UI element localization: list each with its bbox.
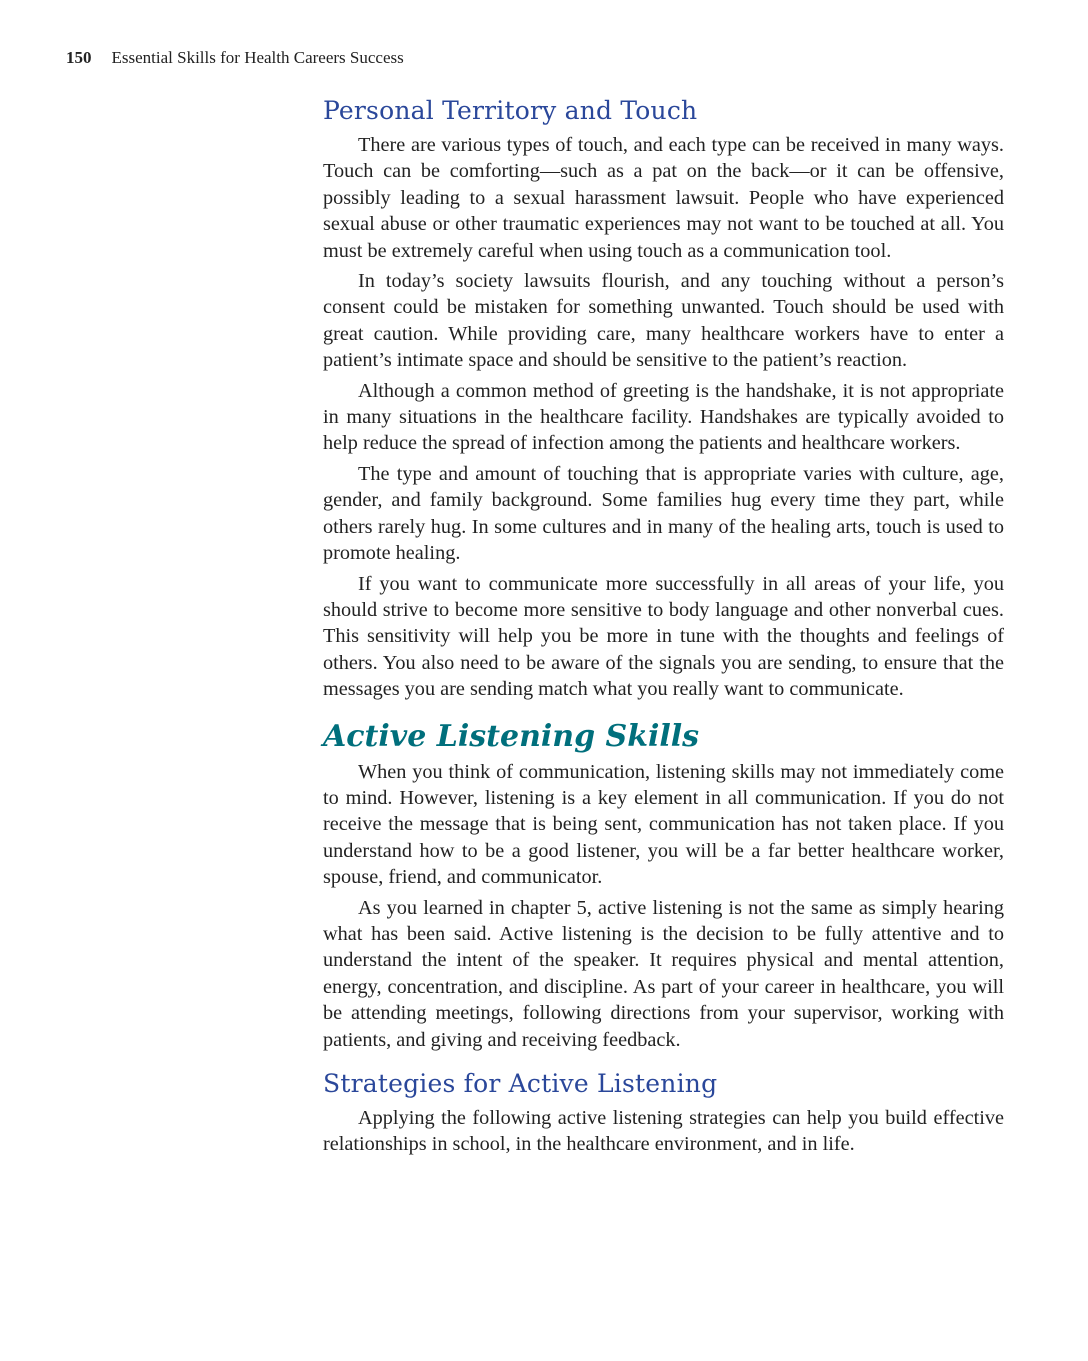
running-head [66,48,404,68]
page-number: 150 [66,48,92,67]
paragraph: The type and amount of touching that is appropriate varies with culture, age, gender, and family background. Some families hug every time they part, while others rarely hug. In some cultures and in many of the healing arts, touch is used to promote healing. [323,462,1004,565]
heading-strategies: Strategies for Active Listening [323,1069,718,1098]
paragraph: When you think of communication, listening skills may not immediately come to mind. However, listening is a key element in all communication. If you do not receive the message that is being sent, communication has not taken place. If you understand how to be a good listener, you will be a far better healthcare worker, spouse, friend, and communicator. [323,760,1004,889]
paragraph: If you want to communicate more successfully in all areas of your life, you should strive to become more sensitive to body language and other nonverbal cues. This sensitivity will help you be more in tune with the thoughts and feelings of others. You also need to be aware of the signals you are sending, to ensure that the messages you are sending match what you really want to communicate. [323,572,1004,701]
heading-personal-territory: Personal Territory and Touch [323,96,698,125]
paragraph: Although a common method of greeting is the handshake, it is not appropriate in many situations in the healthcare facility. Handshakes are typically avoided to help reduce the spread of infection among the patients and healthcare workers. [323,379,1004,455]
main-column [323,94,1004,1162]
paragraph: As you learned in chapter 5, active listening is not the same as simply hearing what has been said. Active listening is the decision to be fully attentive and to understand the intent of the speaker. It requires physical and mental attention, energy, concentration, and discipline. As part of your career in healthcare, you will be attending meetings, following directions from your supervisor, working with patients, and giving and receiving feedback. [323,896,1004,1051]
book-title: Essential Skills for Health Careers Success [111,48,404,67]
heading-active-listening: Active Listening Skills [323,718,700,754]
paragraph: There are various types of touch, and each type can be received in many ways. Touch can be comforting—such as a pat on the back—or it can be offensive, possibly leading to a sexual harassment lawsuit. People who have experienced sexual abuse or other traumatic experiences may not want to be touched at all. You must be extremely careful when using touch as a communication tool. [323,134,1004,262]
paragraph: Applying the following active listening strategies can help you build effective relationships in school, in the healthcare environment, and in life. [323,1107,1004,1156]
paragraph: In today’s society lawsuits flourish, and any touching without a person’s consent could be mistaken for something unwanted. Touch should be used with great caution. While providing care, many healthcare workers have to enter a patient’s intimate space and should be sensitive to the patient’s reaction. [323,270,1004,372]
